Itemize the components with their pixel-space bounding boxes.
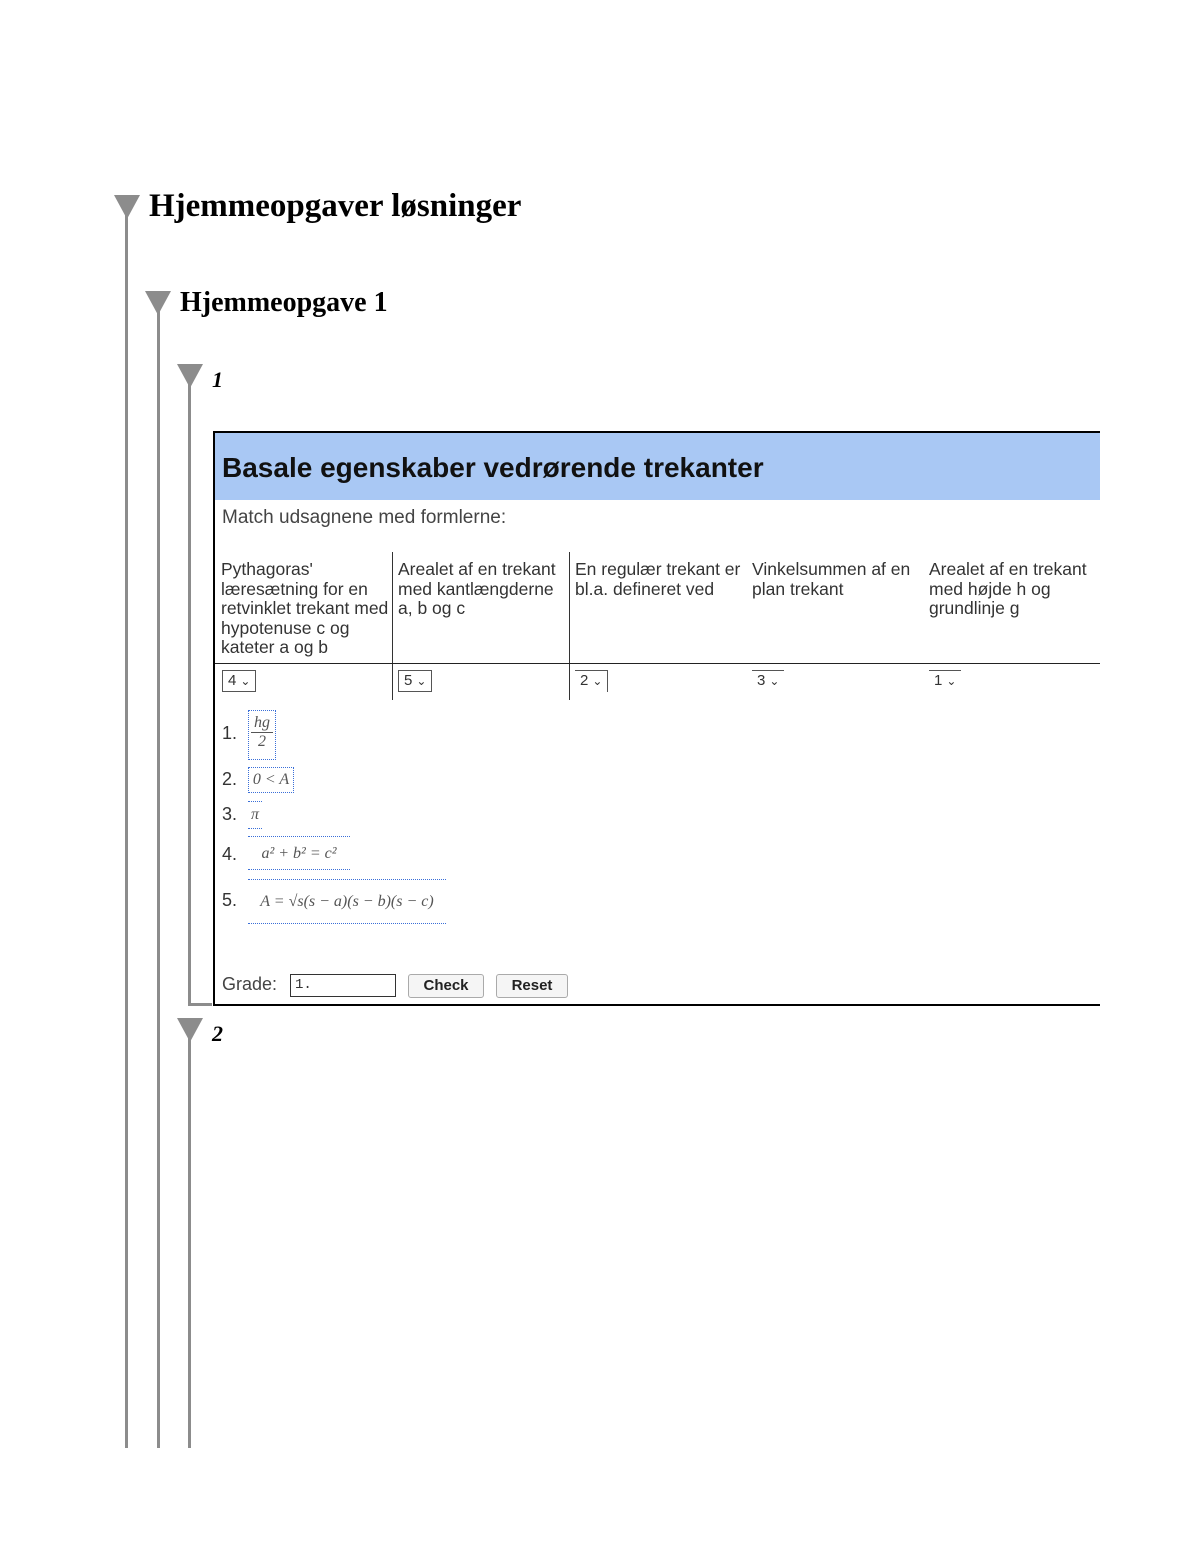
statement-text: En regulær trekant er bl.a. defineret ved	[575, 559, 741, 599]
chevron-down-icon: ⌄	[946, 674, 957, 688]
reset-button[interactable]: Reset	[496, 974, 568, 998]
outline-line	[188, 1003, 212, 1006]
formula-draggable[interactable]: π	[248, 801, 262, 829]
formula-item: 4.	[222, 844, 238, 864]
chevron-down-icon: ⌄	[592, 674, 603, 688]
selected-value: 1	[934, 672, 943, 689]
statement-text: Arealet af en trekant med kantlængderne a, b og c	[398, 559, 556, 618]
statement-text: Pythagoras' læresætning for en retvinklet trekant med hypotenuse c og kateter a og b	[221, 559, 389, 657]
selected-value: 2	[580, 672, 589, 689]
formula-draggable[interactable]: 0 < A	[248, 767, 294, 793]
formula-draggable[interactable]: A = √s(s − a)(s − b)(s − c)	[248, 879, 446, 924]
selected-value: 4	[228, 672, 237, 689]
outline-line	[157, 311, 160, 1448]
fraction: $\frac{hg}{2}$	[251, 714, 273, 751]
grade-field[interactable]: 1.	[290, 974, 396, 997]
chevron-down-icon: ⌄	[240, 674, 251, 688]
answer-select[interactable]	[222, 670, 256, 692]
matching-exercise	[213, 431, 1100, 1006]
outline-line	[125, 215, 128, 1448]
statement-text: Arealet af en trekant med højde h og grundlinje g	[929, 559, 1087, 618]
chevron-down-icon: ⌄	[769, 674, 780, 688]
formula-item: 1.	[222, 723, 238, 743]
answer-select[interactable]	[575, 670, 608, 692]
chevron-down-icon: ⌄	[416, 674, 427, 688]
selected-value: 3	[757, 672, 766, 689]
page-title: Hjemmeopgaver løsninger	[149, 188, 522, 224]
subsection-heading: 2	[212, 1021, 223, 1046]
outline-line	[188, 1038, 191, 1448]
formula-item: 5.	[222, 890, 238, 910]
answer-select[interactable]	[398, 670, 432, 692]
row-divider	[215, 663, 1100, 664]
check-button[interactable]: Check	[408, 974, 484, 998]
outline-line	[188, 384, 191, 1005]
formula-item: 3.	[222, 804, 238, 824]
formula-item: 2.	[222, 769, 238, 789]
formula-draggable[interactable]: a² + b² = c²	[248, 836, 350, 870]
exercise-instruction: Match udsagnene med formlerne:	[222, 507, 507, 528]
exercise-title: Basale egenskaber vedrørende trekanter	[215, 433, 1100, 500]
answer-select[interactable]	[929, 670, 961, 692]
answer-select[interactable]	[752, 670, 784, 692]
subsection-heading: 1	[212, 367, 223, 392]
section-heading: Hjemmeopgave 1	[180, 287, 388, 318]
grade-label: Grade:	[222, 974, 278, 994]
selected-value: 5	[404, 672, 413, 689]
formula-draggable[interactable]	[248, 710, 276, 760]
statement-text: Vinkelsummen af en plan trekant	[752, 559, 911, 599]
